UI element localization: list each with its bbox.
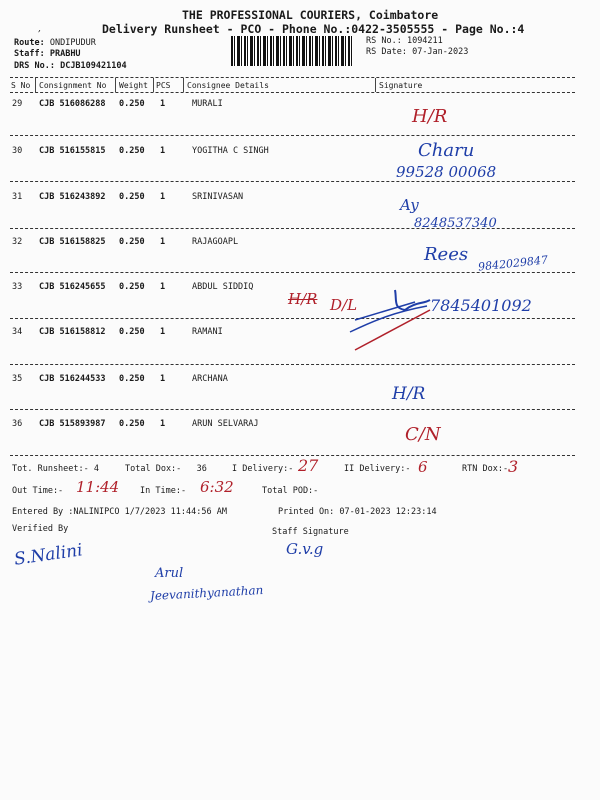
row-30-pcs: 1 [160,146,166,156]
row-33-consignee: ABDUL SIDDIQ [192,282,254,292]
runsheet-title: Delivery Runsheet - PCO - Phone No.:0422-3505555 - Page No.:4 [102,22,525,36]
ii-delivery-label: II Delivery:- [344,464,411,474]
row-33-pcs: 1 [160,282,166,292]
hw-r30b: 99528 00068 [396,163,497,181]
row-36-weight: 0.250 [119,419,145,429]
bottom-signature-1: Arul [155,566,184,581]
row-36-consignee: ARUN SELVARAJ [192,419,259,429]
staff-signature: G.v.g [286,540,324,558]
row-29-cn: CJB 516086288 [39,99,106,109]
hw-r30a: Charu [418,140,475,161]
hw-rtn: 3 [508,457,519,476]
rs-no-line: RS No.: 1094211 [366,36,443,46]
in-time-label: In Time:- [140,486,187,496]
row-30-cn: CJB 516155815 [39,146,106,156]
row-29-sno: 29 [12,99,23,109]
hw-delivery: 27 [298,456,319,475]
row-32-pcs: 1 [160,237,166,247]
col-signature: Signature [379,81,423,90]
row-30-weight: 0.250 [119,146,145,156]
verified-by: Verified By [12,524,69,534]
barcode [231,36,353,66]
row-35-cn: CJB 516244533 [39,374,106,384]
tot-runsheet: Tot. Runsheet:- 4 [12,464,100,474]
row-32-consignee: RAJAGOAPL [192,237,239,247]
company-name: THE PROFESSIONAL COURIERS, Coimbatore [182,8,439,22]
row-36-cn: CJB 515893987 [39,419,106,429]
col-weight: Weight [119,81,148,90]
rs-date-line: RS Date: 07-Jan-2023 [366,47,469,57]
row-31-sno: 31 [12,192,23,202]
row-31-weight: 0.250 [119,192,145,202]
entered-by: Entered By :NALINIPCO 1/7/2023 11:44:56 AM [12,507,227,517]
drs-line: DRS No.: DCJB109421104 [14,61,127,71]
hw-r31b: 8248537340 [414,216,497,231]
rtn-dox-label: RTN Dox:- [462,464,509,474]
hw-r33a: H/R [288,290,318,308]
hw-r33c: 7845401092 [430,296,532,315]
hw-r31a: Ay [400,196,419,214]
scribble-arrows [335,280,445,360]
row-32-sno: 32 [12,237,23,247]
hw-out-time: 11:44 [76,478,120,496]
row-30-sno: 30 [12,146,23,156]
row-30-consignee: YOGITHA C SINGH [192,146,269,156]
i-delivery-label: I Delivery:- [232,464,294,474]
row-32-cn: CJB 516158825 [39,237,106,247]
col-consignee: Consignee Details [187,81,269,90]
row-36-pcs: 1 [160,419,166,429]
hw-ii-delivery: 6 [418,458,428,476]
row-31-cn: CJB 516243892 [39,192,106,202]
printed-on: Printed On: 07-01-2023 12:23:14 [278,507,437,517]
verified-signature: S.Nalini [12,540,84,570]
row-29-weight: 0.250 [119,99,145,109]
row-34-pcs: 1 [160,327,166,337]
bottom-signature-2: Jeevanithyanathan [149,583,264,603]
col-consignment: Consignment No [39,81,107,90]
stray-mark: , [38,24,41,34]
col-pcs: PCS [156,81,171,90]
hw-r36: C/N [405,424,441,445]
row-36-sno: 36 [12,419,23,429]
total-pod-label: Total POD:- [262,486,319,496]
row-35-pcs: 1 [160,374,166,384]
row-32-weight: 0.250 [119,237,145,247]
col-sno: S No [11,81,31,90]
row-35-weight: 0.250 [119,374,145,384]
total-dox: Total Dox:- 36 [125,464,207,474]
staff-signature-label: Staff Signature [272,527,349,537]
row-29-consignee: MURALI [192,99,223,109]
row-29-pcs: 1 [160,99,166,109]
row-35-sno: 35 [12,374,23,384]
row-33-sno: 33 [12,282,23,292]
row-34-weight: 0.250 [119,327,145,337]
row-35-consignee: ARCHANA [192,374,228,384]
hw-in-time: 6:32 [200,478,234,496]
hw-r33b: D/L [330,296,358,314]
hw-r32b: 9842029847 [477,253,549,274]
hw-r32a: Rees [424,244,469,265]
row-34-consignee: RAMANI [192,327,223,337]
hw-r35: H/R [392,384,426,404]
hw-r29: H/R [412,106,448,127]
row-33-cn: CJB 516245655 [39,282,106,292]
row-31-consignee: SRINIVASAN [192,192,244,202]
row-34-sno: 34 [12,327,23,337]
route-line: Route: ONDIPUDUR [14,38,96,48]
row-33-weight: 0.250 [119,282,145,292]
out-time-label: Out Time:- [12,486,64,496]
row-31-pcs: 1 [160,192,166,202]
staff-line: Staff: PRABHU [14,49,81,59]
row-34-cn: CJB 516158812 [39,327,106,337]
